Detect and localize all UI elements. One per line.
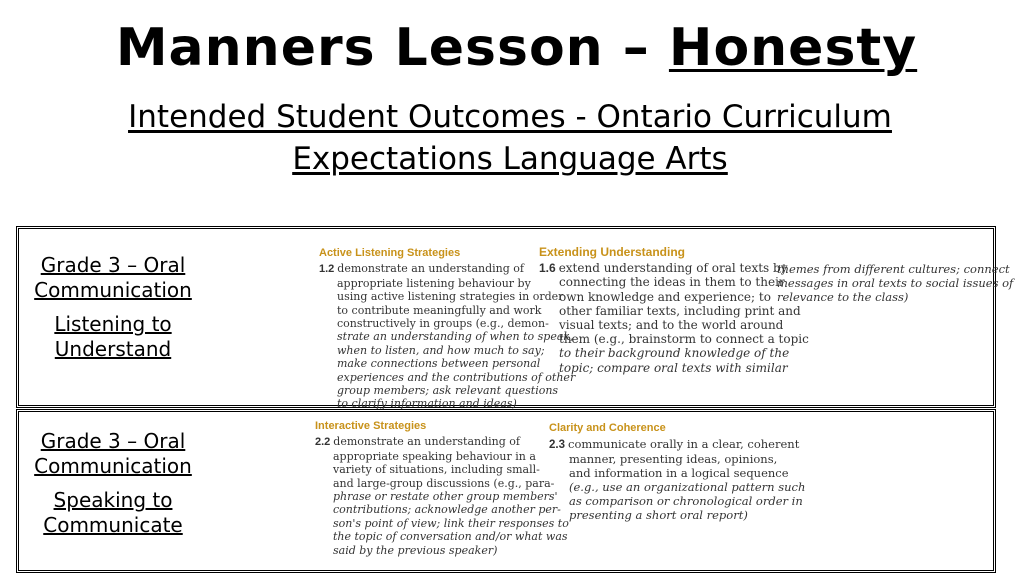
expectation-line: son's point of view; link their responses to (333, 516, 569, 530)
title-prefix: Manners Lesson – (115, 18, 650, 78)
expectation-1-6 (539, 245, 809, 375)
expectation-line: and large-group discussions (e.g., para- (333, 476, 555, 490)
expectation-line: to contribute meaningfully and work (337, 303, 542, 317)
topic-label-line-2: Communicate (43, 513, 183, 537)
expectation-line: other familiar texts, including print and (559, 303, 801, 318)
expectation-line: using active listening strategies in order (337, 290, 564, 304)
expectation-heading: Clarity and Coherence (549, 422, 666, 434)
expectation-line: variety of situations, including small- (333, 463, 540, 477)
expectation-line: own knowledge and experience; to (559, 289, 771, 304)
outcome-panel-listening (16, 226, 1014, 411)
expectation-line: messages in oral texts to social issues of (777, 275, 1014, 290)
expectation-line: presenting a short oral report) (569, 508, 748, 522)
row-label-listening (27, 253, 199, 362)
expectation-number: 2.3 (549, 439, 565, 451)
expectation-line: when to listen, and how much to say; (337, 343, 545, 357)
expectation-line: connecting the ideas in them to their (559, 275, 785, 290)
expectation-heading: Active Listening Strategies (319, 247, 461, 259)
outcome-panel-speaking (16, 409, 996, 573)
expectation-line: extend understanding of oral texts by (558, 261, 788, 276)
expectation-line: manner, presenting ideas, opinions, (569, 452, 778, 466)
expectation-1-2 (319, 247, 575, 411)
expectation-line: relevance to the class) (777, 289, 909, 304)
topic-label-line-1: Speaking to (53, 488, 173, 512)
strand-label: Communication (34, 454, 192, 478)
expectation-line: the topic of conversation and/or what was (333, 530, 568, 544)
grade-label: Grade 3 – Oral (40, 253, 186, 277)
title-highlight: Honesty (668, 18, 918, 78)
subtitle-line-2: Expectations Language Arts (292, 141, 728, 177)
expectation-line: communicate orally in a clear, coherent (568, 437, 800, 451)
expectation-number: 1.2 (319, 263, 335, 276)
expectation-line: appropriate speaking behaviour in a (333, 449, 536, 463)
expectation-2-3 (549, 421, 805, 522)
expectation-line: said by the previous speaker) (333, 543, 498, 557)
strand-label: Communication (34, 278, 192, 302)
grade-label: Grade 3 – Oral (40, 429, 186, 453)
expectation-number: 1.6 (539, 261, 556, 276)
row-label-speaking (27, 429, 199, 538)
expectation-line: constructively in groups (e.g., demon- (337, 317, 549, 331)
expectation-line: visual texts; and to the world around (559, 318, 784, 333)
expectation-line: to clarify information and ideas) (337, 397, 517, 411)
expectation-line: contributions; acknowledge another per- (333, 503, 561, 517)
expectation-line: strate an understanding of when to speak, (337, 330, 574, 344)
topic-label-line-1: Listening to (54, 312, 172, 336)
expectation-line: appropriate listening behaviour by (337, 276, 531, 290)
expectation-line: group members; ask relevant questions (337, 384, 559, 398)
topic-label-line-2: Understand (54, 337, 172, 361)
expectation-line: as comparison or chronological order in (569, 494, 803, 508)
expectation-heading: Interactive Strategies (315, 420, 427, 432)
expectation-line: make connections between personal (337, 357, 541, 371)
expectation-line: experiences and the contributions of other (337, 370, 576, 384)
expectation-line: to their background knowledge of the (559, 346, 790, 361)
expectation-heading: Extending Understanding (539, 245, 686, 259)
subtitle-line-1: Intended Student Outcomes - Ontario Curriculum (128, 99, 892, 135)
expectation-line: phrase or restate other group members' (333, 490, 558, 504)
expectation-line: them (e.g., brainstorm to connect a topic (559, 332, 809, 347)
expectation-line: (e.g., use an organizational pattern such (569, 480, 806, 494)
expectation-1-6-continued (777, 263, 1013, 304)
expectation-number: 2.2 (315, 436, 331, 449)
expectation-line: topic; compare oral texts with similar (559, 360, 788, 375)
slide-subtitle (0, 96, 1020, 180)
expectation-line: demonstrate an understanding of (333, 435, 520, 449)
slide-title (0, 18, 1033, 78)
expectation-line: themes from different cultures; connect (777, 262, 1010, 276)
expectation-line: demonstrate an understanding of (337, 262, 524, 276)
expectation-line: and information in a logical sequence (569, 466, 789, 480)
expectation-2-2 (315, 420, 569, 557)
